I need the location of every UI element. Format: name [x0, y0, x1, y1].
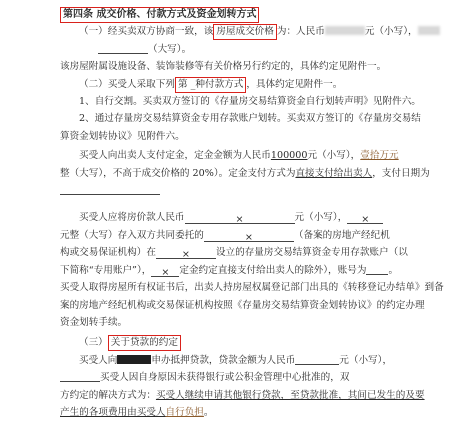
escrow-line-7: 资金划转手续。	[60, 316, 128, 328]
escrow-text: 元（小写），	[294, 212, 348, 224]
loan-line-2	[60, 369, 460, 386]
price-clause-big	[60, 41, 460, 58]
loan-resolution-2: 产生的各项费用由买受人	[60, 406, 166, 418]
escrow-line-2	[60, 227, 460, 244]
blank-field	[98, 41, 148, 54]
deposit-clause	[60, 147, 460, 164]
deposit-text-a: 买受人向出卖人支付定金，定金金额为人民币	[79, 150, 271, 162]
escrow-text: 元整（大写）存入双方共同委托的	[60, 229, 204, 241]
blank-field	[295, 352, 339, 365]
price-text-b: 为：人民币	[276, 26, 325, 38]
escrow-line-6: 案的房地产经纪机构或交易保证机构按照《存量房交易结算资金划转协议》的约定办理	[60, 299, 425, 311]
section-title: 第四条 成交价格、付款方式及资金划转方式	[60, 7, 259, 23]
escrow-text: 构或交易保证机构）在	[60, 247, 156, 259]
loan-line-4	[60, 404, 460, 421]
payment-text-a: （二）买受人采取下列	[79, 78, 175, 90]
loan-line-1	[60, 352, 460, 369]
loan-text: 买受人向	[79, 354, 118, 366]
fixtures-clause: 该房屋附属设施设备、装饰装修等有关价格另行约定的，具体约定见附件一。	[60, 61, 387, 73]
blank-field	[347, 211, 383, 224]
payment-highlight: 第 _种付款方式	[175, 77, 246, 93]
escrow-line-3	[60, 244, 460, 261]
option-2a: 2、通过存量房交易结算资金专用存款账户划转。买卖双方签订的《存量房交易结	[79, 113, 421, 125]
escrow-line-4	[60, 262, 460, 279]
escrow-text: 。	[388, 264, 399, 276]
loan-text: 买受人因自身原因未获得银行或公积金管理中心批准的，双	[100, 372, 350, 384]
escrow-text: （备案的房地产经纪机	[293, 229, 390, 241]
loan-self-bear: 自行负担	[165, 406, 204, 418]
loan-resolution: 买受人继续申请其他银行贷款，至贷款批准，其间已发生的及要	[155, 389, 425, 401]
escrow-line-1	[60, 209, 460, 226]
price-highlight: 房屋成交价格	[213, 24, 277, 40]
escrow-text: 设立的存量房交易结算资金专用存款账户（以	[215, 247, 408, 259]
deposit-date-blank	[60, 182, 460, 199]
option-1: 1、自行交割。买卖双方签订的《存量房交易结算资金自行划转声明》见附件六。	[79, 96, 421, 108]
cross-mark: ×	[235, 214, 244, 226]
loan-heading-num: （三）	[79, 337, 108, 349]
deposit-text-c: 整（大写），不高于成交价格的 20%）。定金支付方式为	[60, 167, 296, 179]
cross-mark: ×	[244, 231, 253, 243]
blank-field	[204, 229, 294, 242]
blank-field	[185, 211, 295, 224]
blank-field	[60, 182, 160, 195]
redacted-price	[325, 26, 365, 35]
escrow-line-5: 买受人取得房屋所有权证书后，出卖人持房屋权属登记部门出具的《转移登记办结单》到备	[60, 282, 444, 294]
deposit-clause-2	[60, 165, 460, 182]
deposit-amount-big: 壹拾万元	[360, 150, 399, 162]
price-clause	[60, 23, 460, 40]
loan-text: 元（小写），	[339, 354, 393, 366]
escrow-text: 定金约定直接支付给出卖人的除外），账号为	[179, 264, 367, 276]
cross-mark: ×	[161, 266, 170, 278]
loan-line-3	[60, 387, 460, 404]
deposit-text-b: 元（小写），	[307, 150, 361, 162]
payment-text-b: ，具体约定见附件一。	[246, 78, 343, 90]
payment-method-clause	[60, 76, 460, 93]
section-title-row	[60, 6, 460, 23]
loan-text: 方约定的解决方式为：	[60, 389, 156, 401]
blank-field	[156, 246, 216, 259]
blank-field	[151, 264, 179, 277]
loan-highlight: 关于贷款的约定	[108, 335, 181, 351]
loan-heading	[60, 334, 460, 351]
price-text-c: 元（小写），	[364, 26, 418, 38]
cross-mark: ×	[181, 249, 190, 261]
option-2b: 算资金划转协议》见附件六。	[60, 130, 185, 142]
redacted-price-2	[418, 26, 440, 35]
price-text-d: （大写）。	[148, 43, 192, 55]
cross-mark: ×	[361, 214, 370, 226]
deposit-text-d: ，支付日期为	[372, 167, 430, 179]
escrow-text: 买受人应将房价款人民币	[79, 212, 185, 224]
escrow-text: 下简称“专用账户”），	[60, 264, 152, 276]
loan-text: 申办抵押贷款，贷款金额为人民币	[151, 354, 296, 366]
blank-field	[60, 369, 100, 382]
loan-text: 。	[203, 406, 214, 418]
price-text-a: （一）经买卖双方协商一致，该	[79, 26, 214, 38]
deposit-method: 直接支付给出卖人	[295, 167, 373, 179]
deposit-amount: 100000	[270, 150, 308, 162]
blank-field	[366, 262, 388, 275]
redacted-bank	[117, 355, 151, 364]
